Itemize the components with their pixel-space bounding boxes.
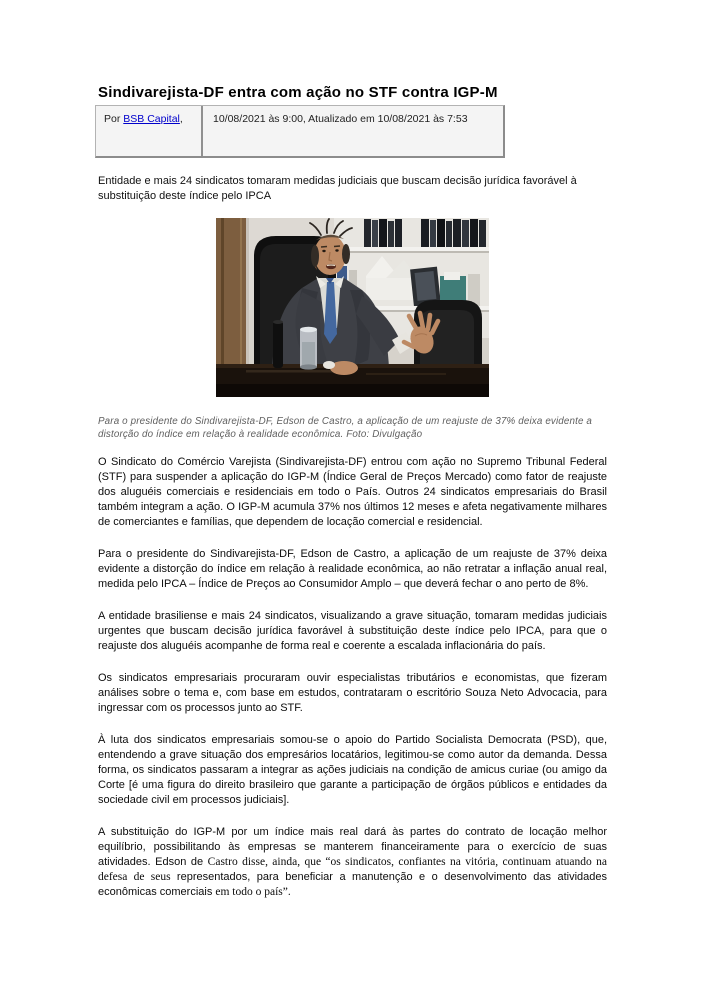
article-paragraph-3: A entidade brasiliense e mais 24 sindicatos, visualizando a grave situação, tomaram medidas judiciais urgentes que buscam decisão jurídica favorável à substituição deste índice pelo IPCA, para que o reajuste dos aluguéis acompanhe de forma real e coerente a escalada inflacionária do país. [98, 610, 607, 652]
article-paragraph-2: Para o presidente do Sindivarejista-DF, Edson de Castro, a aplicação de um reajuste de 37% deixa evidente a distorção do índice em relação à realidade econômica, ao não retratar a inflação anual real, medida pelo IPCA – Índice de Preços ao Consumidor Amplo – que deverá fechar o ano perto de 8%. [98, 548, 607, 590]
page-title: Sindivarejista-DF entra com ação no STF contra IGP-M [98, 84, 498, 101]
byline-date-cell [201, 106, 503, 156]
article-content [98, 84, 607, 900]
article-photo [216, 218, 489, 397]
photo-caption: Para o presidente do Sindivarejista-DF, Edson de Castro, a aplicação de um reajuste de 37% deixa evidente a distorção do índice em relação à realidade econômica. Foto: Divulgação [98, 416, 593, 440]
article-paragraph-1: O Sindicato do Comércio Varejista (Sindivarejista-DF) entrou com ação no Supremo Tribunal Federal (STF) para suspender a aplicação do IGP-M (Índice Geral de Preços Mercado) como fator de reajuste dos aluguéis comerciais e residenciais em todo o País. Outros 24 sindicatos empresariais do Brasil também integram a ação. O IGP-M acumula 37% nos últimos 12 meses e afeta negativamente milhares de comerciantes e famílias, que dependem de locação comercial e residencial. [98, 456, 607, 528]
closing-segment-3: representados, para beneficiar a manutenção e o desenvolvimento das atividades econômicas comerciais [98, 871, 608, 898]
author-link[interactable]: BSB Capital [123, 113, 180, 125]
article-paragraph-4: Os sindicatos empresariais procuraram ouvir especialistas tributários e economistas, que fizeram análises sobre o tema e, com base em estudos, contrataram o escritório Souza Neto Advocacia, para ingressar com os processos junto ao STF. [98, 672, 607, 714]
publish-datetime: 10/08/2021 às 9:00, Atualizado em 10/08/2021 às 7:53 [213, 113, 468, 125]
article-subtitle: Entidade e mais 24 sindicatos tomaram medidas judiciais que buscam decisão jurídica favorável à substituição deste índice pelo IPCA [98, 175, 577, 202]
article-paragraph-5: À luta dos sindicatos empresariais somou-se o apoio do Partido Socialista Democrata (PSD), que, entendendo a grave situação dos empresários locatários, legitimou-se como autor da demanda. Dessa forma, os sindicatos passaram a integrar as ações judiciais na condição de amicus curiae (ou amigo da Corte [é uma figura do direito brasileiro que garante a participação de órgãos públicos e entidades da sociedade civil em processos judiciais]. [98, 734, 607, 806]
byline-prefix: Por [104, 113, 124, 125]
closing-segment-4-quote: em todo o país”. [215, 886, 291, 898]
closing-segment-2-quote: Castro disse, ainda, que “os sindicatos, confiantes na vitória, continuam atuando na defesa de seus [98, 856, 607, 883]
closing-segment-1: A substituição do IGP-M por um índice mais real dará às partes do contrato de locação melhor equilíbrio, possibilitando às empresas se manterem financeiramente para o exercício de suas atividades. Edson de [98, 826, 607, 868]
article-figure [98, 218, 607, 441]
byline-box [95, 105, 505, 158]
article-paragraph-6 [98, 825, 607, 900]
byline-author-cell [96, 106, 201, 156]
byline-comma: , [179, 113, 183, 125]
article-photo-illustration [216, 218, 489, 397]
